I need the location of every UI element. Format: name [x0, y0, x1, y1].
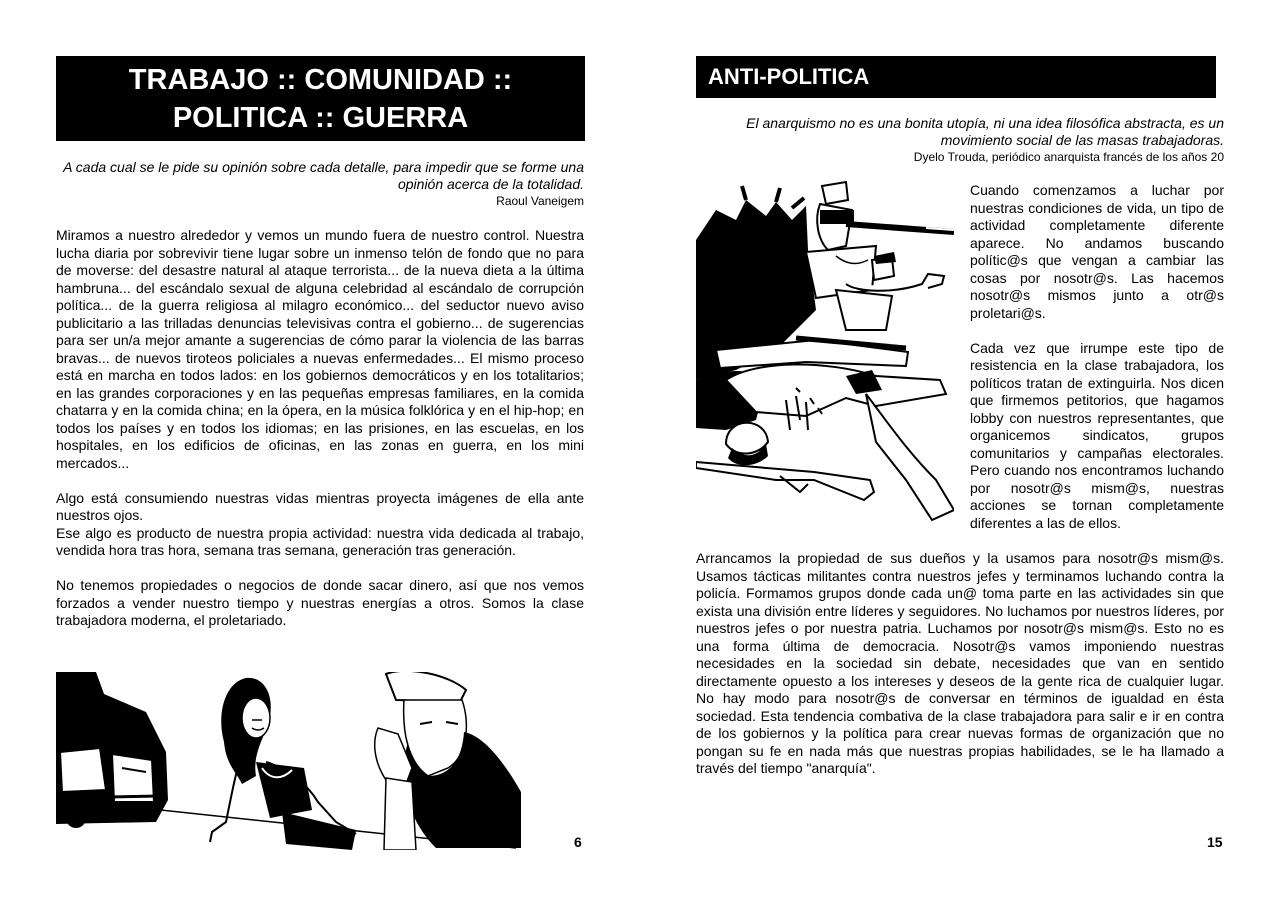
- page-number: 6: [574, 834, 582, 850]
- paragraph: Ese algo es producto de nuestra propia actividad: nuestra vida dedicada al trabajo, vendida hora tras hora, semana tras semana, generación tras generación.: [56, 524, 584, 558]
- paragraph: Cada vez que irrumpe este tipo de resistencia en la clase trabajadora, los políticos tratan de extinguirla. Nos dicen que firmemos petitorios, que hagamos lobby con nuestros representantes, que organicemos sindicatos, grupos comunitarios y campañas electorales. Pero cuando nos encontramos luchando por nosotr@s mism@s, nuestras acciones se tornan completamente diferentes a las de ellos.: [970, 339, 1224, 531]
- title-line-1: TRABAJO :: COMUNIDAD ::: [128, 64, 513, 96]
- epigraph: [696, 115, 1224, 165]
- epigraph-source: Dyelo Trouda, periódico anarquista francés de los años 20: [913, 150, 1224, 164]
- epigraph-quote: A cada cual se le pide su opinión sobre cada detalle, para impedir que se forme una opinión acerca de la totalidad.: [63, 159, 584, 192]
- page-title-banner: [56, 56, 585, 141]
- right-page: [640, 0, 1280, 905]
- paragraph: Miramos a nuestro alrededor y vemos un mundo fuera de nuestro control. Nuestra lucha diaria por sobrevivir tiene lugar sobre un inmenso telón de fondo que no para de moverse: del desastre natural al ataque terrorista... de la nueva dieta a la última hambruna... del escándalo sexual de alguna celebridad al escándalo de corrupción política... de la guerra religiosa al milagro económico... del seductor nuevo aviso publicitario a las trilladas denuncias televisivas contra el gobierno... de sugerencias para ser un/a mejor amante a sugerencias de cómo parar la violencia de las barras bravas... de nuevos tiroteos policiales a nuevas enfermedades... El mismo proceso está en marcha en todos lados: en los gobiernos democráticos y en los totalitarios; en las grandes corporaciones y en las pequeñas empresas familiares, en la comida chatarra y en la comida china; en la ópera, en la música folklórica y en el hip-hop; en todos los países y en todos los idiomas; en las prisiones, en las escuelas, en los hospitales, en los edificios de oficinas, en las zonas en guerra, en los mini mercados...: [56, 227, 584, 471]
- paragraph: Cuando comenzamos a luchar por nuestras condiciones de vida, un tipo de actividad completamente diferente aparece. No andamos buscando polític@s que vengan a cambiar las cosas por nosotr@s. Las hacemos nosotr@s mismos junto a otr@s proletari@s.: [970, 182, 1224, 321]
- illustration-collage: [56, 672, 521, 850]
- body-text: [696, 550, 1224, 778]
- page-number: 15: [1207, 834, 1223, 850]
- epigraph-quote: El anarquismo no es una bonita utopía, ni una idea filosófica abstracta, es un movimiento social de las masas trabajadoras.: [746, 115, 1224, 148]
- body-text-column: [970, 182, 1224, 532]
- paragraph: Algo está consumiendo nuestras vidas mientras proyecta imágenes de ella ante nuestros ojos.: [56, 489, 584, 523]
- body-text: [56, 227, 584, 630]
- page-title-banner: ANTI-POLITICA: [696, 56, 1216, 98]
- epigraph: [56, 159, 584, 209]
- paragraph: No tenemos propiedades o negocios de donde sacar dinero, así que nos vemos forzados a vender nuestro tiempo y nuestras energías a otros. Somos la clase trabajadora moderna, el proletariado.: [56, 577, 584, 628]
- illustration-soldiers: [696, 180, 954, 523]
- paragraph: Arrancamos la propiedad de sus dueños y la usamos para nosotr@s mism@s. Usamos tácticas militantes contra nuestros jefes y terminamos luchando contra la policía. Formamos grupos donde cada un@ toma parte en las actividades sin que exista una división entre líderes y seguidores. No luchamos por nuestros líderes, por nuestros jefes o por nuestra patria. Luchamos por nosotr@s mism@s. Esto no es una forma última de democracia. Nosotr@s vamos imponiendo nuestras necesidades en la sociedad sin debate, necesidades que van en sentido directamente opuesto a los intereses y deseos de la gente rica de cualquier lugar. No hay modo para nosotr@s de conversar en términos de igualdad en ésta sociedad. Esta tendencia combativa de la clase trabajadora para salir e ir en contra de los gobiernos y la política para crear nuevas formas de organización que no pongan su fe en nada más que nuestras propias habilidades, se le ha llamado a través del tiempo "anarquía".: [696, 550, 1224, 776]
- title-line-2: POLITICA :: GUERRA: [172, 102, 469, 134]
- epigraph-source: Raoul Vaneigem: [496, 194, 584, 208]
